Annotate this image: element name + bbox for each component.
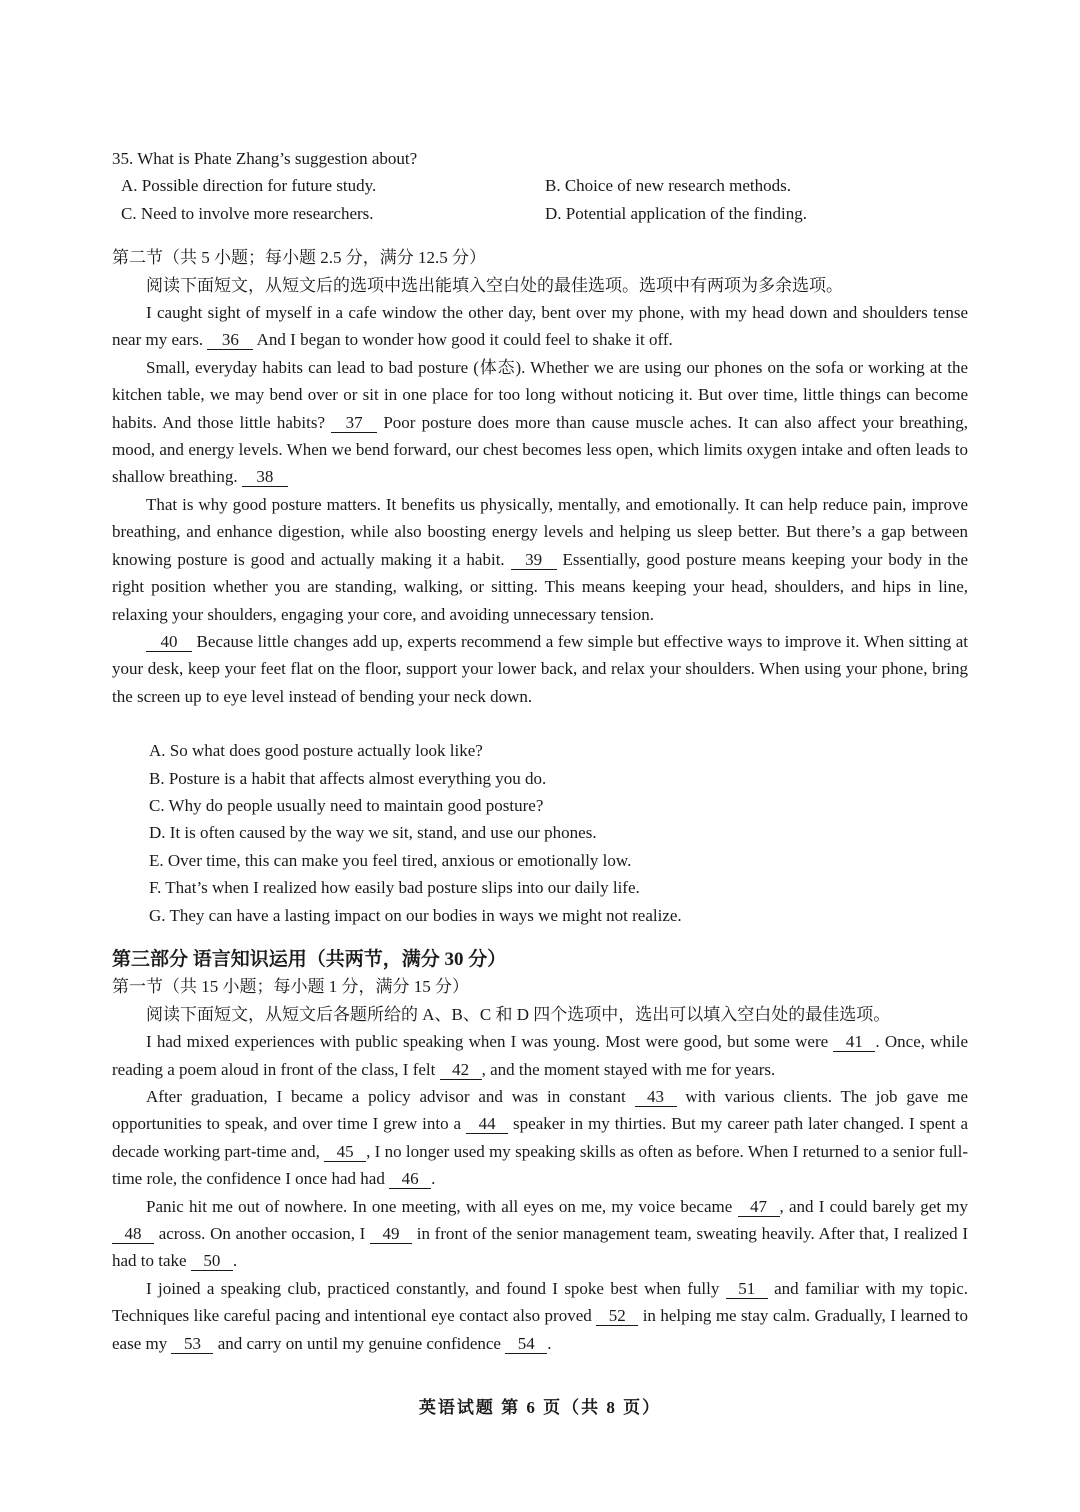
passage-paragraph-1 (112, 299, 968, 354)
text: Poor posture does more than cause muscle aches. It can also affect your breathing, mood, and energy levels. When we bend forward, our chest becomes less open, which limits oxygen intake and often leads to shallow breathing. (112, 412, 969, 487)
blank-43: 43 (635, 1087, 677, 1107)
text: and carry on until my genuine confidence (217, 1333, 501, 1353)
text: and familiar with my topic. Techniques like careful pacing and intentional eye contact also proved (112, 1278, 969, 1326)
question-35-option-d: D. Potential application of the finding. (545, 203, 808, 223)
text: , and I could barely get my (779, 1196, 969, 1216)
section-2-heading: 第二节（共 5 小题；每小题 2.5 分，满分 12.5 分） (112, 248, 486, 268)
text: . Once, while reading a poem aloud in front of the class, I felt (112, 1032, 969, 1079)
blank-50: 50 (191, 1251, 233, 1271)
blank-54: 54 (505, 1334, 547, 1354)
blank-46: 46 (389, 1169, 431, 1189)
text: I joined a speaking club, practiced constantly, and found I spoke best when fully (146, 1278, 720, 1298)
part-3-heading: 第三部分 语言知识运用（共两节，满分 30 分） (112, 948, 507, 970)
text: . (431, 1169, 436, 1189)
text: speaker in my thirties. But my career path later changed. I spent a decade working part-time and, (112, 1114, 969, 1161)
blank-53: 53 (171, 1334, 213, 1354)
text: with various clients. The job gave me opportunities to speak, and over time I grew into a (112, 1087, 969, 1134)
text: I had mixed experiences with public speaking when I was young. Most were good, but some were (146, 1032, 829, 1052)
text: , and the moment stayed with me for years. (481, 1059, 776, 1079)
section-2-instruction: 阅读下面短文，从短文后的选项中选出能填入空白处的最佳选项。选项中有两项为多余选项。 (146, 275, 843, 295)
option-c: C. Why do people usually need to maintain good posture? (149, 795, 544, 815)
text: across. On another occasion, I (158, 1224, 366, 1244)
text: After graduation, I became a policy advisor and was in constant (146, 1087, 626, 1106)
blank-45: 45 (324, 1142, 366, 1162)
text: . (547, 1333, 552, 1353)
option-b: B. Posture is a habit that affects almost everything you do. (149, 768, 547, 788)
text: And I began to wonder how good it could feel to shake it off. (256, 330, 673, 350)
question-35-option-c: C. Need to involve more researchers. (121, 203, 374, 223)
text: Because little changes add up, experts recommend a few simple but effective ways to improve it. When sitting at your desk, keep your feet flat on the floor, support your lower back, and relax your shoulders. When using your phone, bring the screen up to eye level instead of bending your neck down. (112, 631, 969, 706)
question-35-stem: 35. What is Phate Zhang’s suggestion about? (112, 149, 418, 168)
question-35-option-a: A. Possible direction for future study. (121, 176, 377, 196)
text: Essentially, good posture means keeping your body in the right position whether you are standing, walking, or sitting. This means keeping your head, shoulders, and hips in line, relaxing your shoulders, engaging your core, and avoiding unnecessary tension. (112, 549, 969, 624)
option-a: A. So what does good posture actually look like? (149, 741, 483, 761)
cloze-paragraph-4 (112, 1275, 968, 1357)
cloze-paragraph-3 (112, 1193, 968, 1275)
passage-paragraph-3 (112, 491, 968, 628)
blank-38: 38 (242, 467, 288, 487)
question-35-options-row-1 (112, 172, 968, 199)
blank-48: 48 (112, 1224, 154, 1244)
passage-paragraph-4 (112, 628, 968, 710)
question-35 (112, 145, 968, 227)
blank-51: 51 (726, 1279, 768, 1299)
section-2-options (112, 737, 968, 929)
page-footer: 英语试题 第 6 页（共 8 页） (418, 1398, 662, 1417)
blank-42: 42 (440, 1060, 482, 1080)
cloze-paragraph-1 (112, 1028, 968, 1083)
blank-36: 36 (207, 330, 253, 350)
text: Small, everyday habits can lead to bad posture (体态). Whether we are using our phones on the sofa or working at the kitchen table, we may bend over or sit in one place for too long without noticing it. But over time, little things can become habits. And those little habits? (112, 357, 968, 432)
blank-52: 52 (596, 1306, 638, 1326)
option-d: D. It is often caused by the way we sit, stand, and use our phones. (149, 823, 597, 843)
part-3-subheading: 第一节（共 15 小题；每小题 1 分，满分 15 分） (112, 977, 469, 997)
text: That is why good posture matters. It benefits us physically, mentally, and emotionally. It can help reduce pain, improve breathing, and enhance digestion, while also boosting energy levels and helping us sleep better. But there’s a gap between knowing posture is good and actually making it a habit. (112, 494, 968, 569)
question-35-options-row-2 (112, 200, 968, 227)
page-content (112, 145, 968, 1357)
passage-paragraph-2 (112, 354, 968, 491)
text: in helping me stay calm. Gradually, I learned to ease my (112, 1306, 969, 1353)
part-3-instruction: 阅读下面短文，从短文后各题所给的 A、B、C 和 D 四个选项中，选出可以填入空白处的最佳选项。 (146, 1004, 891, 1024)
text: , I no longer used my speaking skills as often as before. When I returned to a senior full-time role, the confidence I once had had (112, 1141, 969, 1189)
blank-40: 40 (146, 632, 192, 652)
text: I caught sight of myself in a cafe window the other day, bent over my phone, with my head down and shoulders tense near my ears. (112, 303, 968, 350)
blank-47: 47 (738, 1197, 780, 1217)
question-35-option-b: B. Choice of new research methods. (545, 176, 791, 196)
option-g: G. They can have a lasting impact on our bodies in ways we might not realize. (149, 905, 682, 925)
text: . (232, 1251, 238, 1271)
blank-37: 37 (331, 413, 377, 433)
option-f: F. That’s when I realized how easily bad posture slips into our daily life. (149, 878, 640, 898)
blank-39: 39 (511, 550, 557, 570)
text: Panic hit me out of nowhere. In one meeting, with all eyes on me, my voice became (146, 1196, 733, 1216)
text: in front of the senior management team, sweating heavily. After that, I realized I had to take (112, 1224, 969, 1271)
option-e: E. Over time, this can make you feel tired, anxious or emotionally low. (149, 850, 632, 870)
blank-41: 41 (833, 1032, 875, 1052)
blank-49: 49 (370, 1224, 412, 1244)
cloze-paragraph-2 (112, 1083, 968, 1193)
blank-44: 44 (466, 1114, 508, 1134)
